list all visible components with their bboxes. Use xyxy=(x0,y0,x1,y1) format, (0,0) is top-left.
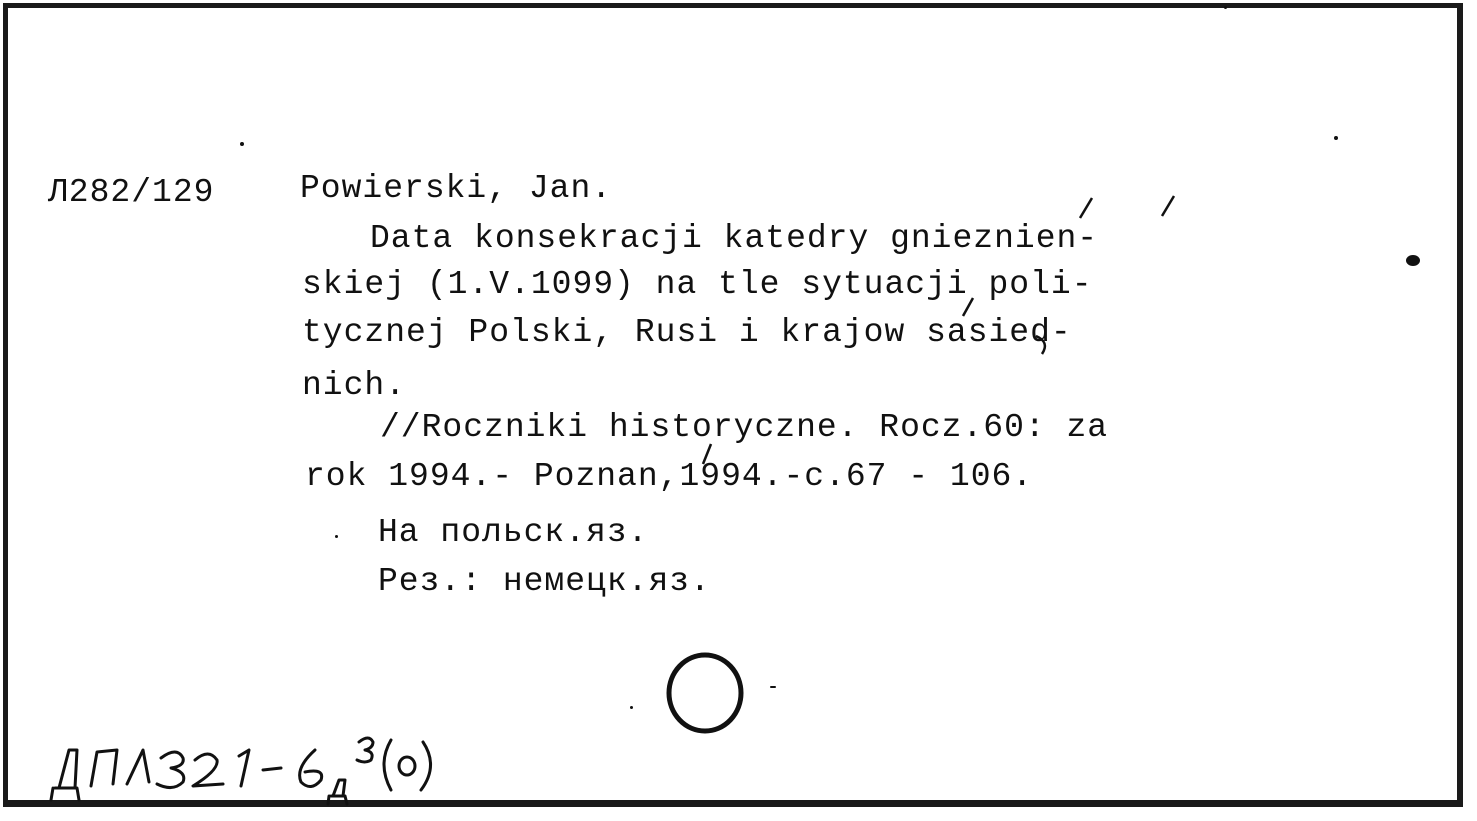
title-line-2: skiej (1.V.1099) na tle sytuacji poli- xyxy=(302,266,1093,303)
poznan-accent-mark xyxy=(695,440,725,470)
krajow-accent-mark xyxy=(955,292,985,322)
scan-speck xyxy=(1406,255,1420,266)
title-line-4: nich. xyxy=(302,367,407,404)
ogonek-mark xyxy=(1030,332,1060,362)
source-line-1: //Roczniki historyczne. Rocz.60: za xyxy=(380,409,1109,446)
shelfmark: Л282/129 xyxy=(48,174,215,211)
scan-speck xyxy=(1334,136,1338,140)
scan-speck xyxy=(335,535,338,538)
punch-hole-circle xyxy=(664,652,746,734)
scan-speck xyxy=(240,142,244,146)
summary-language-note: Рез.: немецк.яз. xyxy=(378,563,711,600)
author-name: Powierski, Jan. xyxy=(300,170,613,207)
source-line-2: rok 1994.- Poznan,1994.-c.67 - 106. xyxy=(305,458,1034,495)
handwritten-shelf-code xyxy=(45,728,485,808)
acute-accent-marks xyxy=(1060,190,1190,230)
title-line-3: tycznej Polski, Rusi i krajow sasied- xyxy=(302,314,1072,351)
scan-speck xyxy=(1224,6,1227,9)
language-note: На польск.яз. xyxy=(378,514,649,551)
scan-speck xyxy=(770,686,776,688)
scan-speck xyxy=(630,706,633,709)
title-line-1: Data konsekracji katedry gnieznien- xyxy=(370,220,1099,257)
